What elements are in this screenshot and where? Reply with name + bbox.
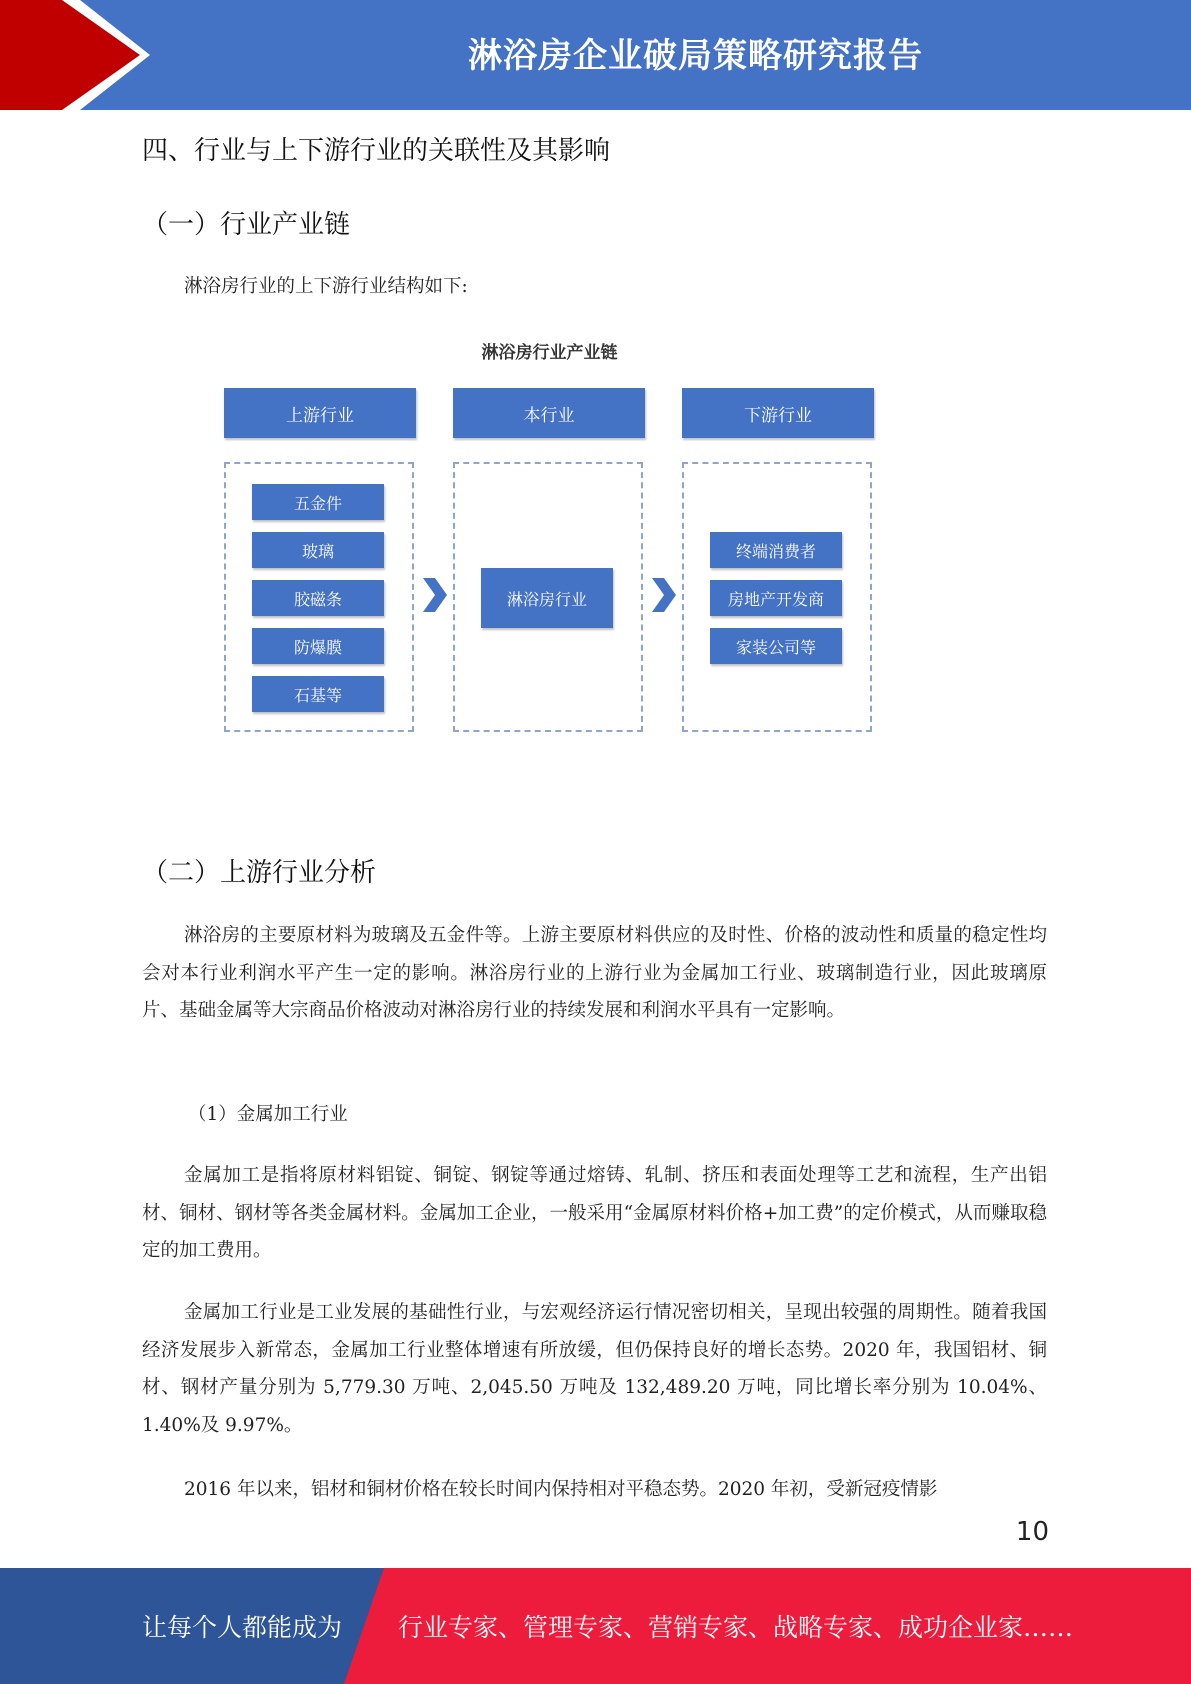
metal-paragraph-2: 金属加工行业是工业发展的基础性行业，与宏观经济运行情况密切相关，呈现出较强的周期性。随着我国经济发展步入新常态，金属加工行业整体增速有所放缓，但仍保持良好的增长态势。2020 年，我国铝材、铜材、钢材产量分别为 5,779.30 万吨、2,045.50 万吨及 132,489.20 万吨，同比增长率分别为 10.04%、1.40%及 9.97%。 [142,1302,1047,1436]
industry-item: 淋浴房行业 [481,568,613,628]
downstream-group [682,462,872,732]
chevron-right-icon [650,578,676,612]
upstream-paragraph: 淋浴房的主要原材料为玻璃及五金件等。上游主要原材料供应的及时性、价格的波动性和质量的稳定性均会对本行业利润水平产生一定的影响。淋浴房行业的上游行业为金属加工行业、玻璃制造行业，因此玻璃原片、基础金属等大宗商品价格波动对淋浴房行业的持续发展和利润水平具有一定影响。 [142,925,1047,1021]
industry-header: 本行业 [453,388,645,438]
diagram-title: 淋浴房行业产业链 [481,343,618,363]
industry-chain-diagram [222,338,877,738]
metal-subheading: （1）金属加工行业 [188,1104,348,1125]
upstream-item: 防爆膜 [252,628,384,664]
metal-paragraph-1: 金属加工是指将原材料铝锭、铜锭、钢锭等通过熔铸、轧制、挤压和表面处理等工艺和流程，生产出铝材、铜材、钢材等各类金属材料。金属加工企业，一般采用“金属原材料价格+加工费”的定价模式，从而赚取稳定的加工费用。 [142,1165,1047,1261]
page-footer [0,1568,1191,1684]
footer-slogan-left: 让每个人都能成为 [142,1613,343,1642]
downstream-item: 终端消费者 [710,532,842,568]
upstream-group [224,462,414,732]
upstream-item: 玻璃 [252,532,384,568]
upstream-header: 上游行业 [224,388,416,438]
footer-slogan-right: 行业专家、管理专家、营销专家、战略专家、成功企业家…… [398,1613,1074,1642]
chevron-right-icon [421,578,447,612]
section-heading: 四、行业与上下游行业的关联性及其影响 [142,136,611,166]
upstream-item: 石基等 [252,676,384,712]
upstream-item: 胶磁条 [252,580,384,616]
industry-group [453,462,643,732]
page-header [0,0,1191,110]
downstream-item: 房地产开发商 [710,580,842,616]
page-number: 10 [1015,1517,1049,1547]
downstream-header: 下游行业 [682,388,874,438]
upstream-item: 五金件 [252,484,384,520]
report-title: 淋浴房企业破局策略研究报告 [468,35,923,76]
subsection-heading-upstream: （二）上游行业分析 [142,858,377,888]
downstream-item: 家装公司等 [710,628,842,664]
subsection-heading-chain: （一）行业产业链 [142,210,351,240]
chain-intro: 淋浴房行业的上下游行业结构如下: [184,276,468,297]
metal-paragraph-3: 2016 年以来，铝材和铜材价格在较长时间内保持相对平稳态势。2020 年初，受新冠疫情影 [184,1479,938,1500]
